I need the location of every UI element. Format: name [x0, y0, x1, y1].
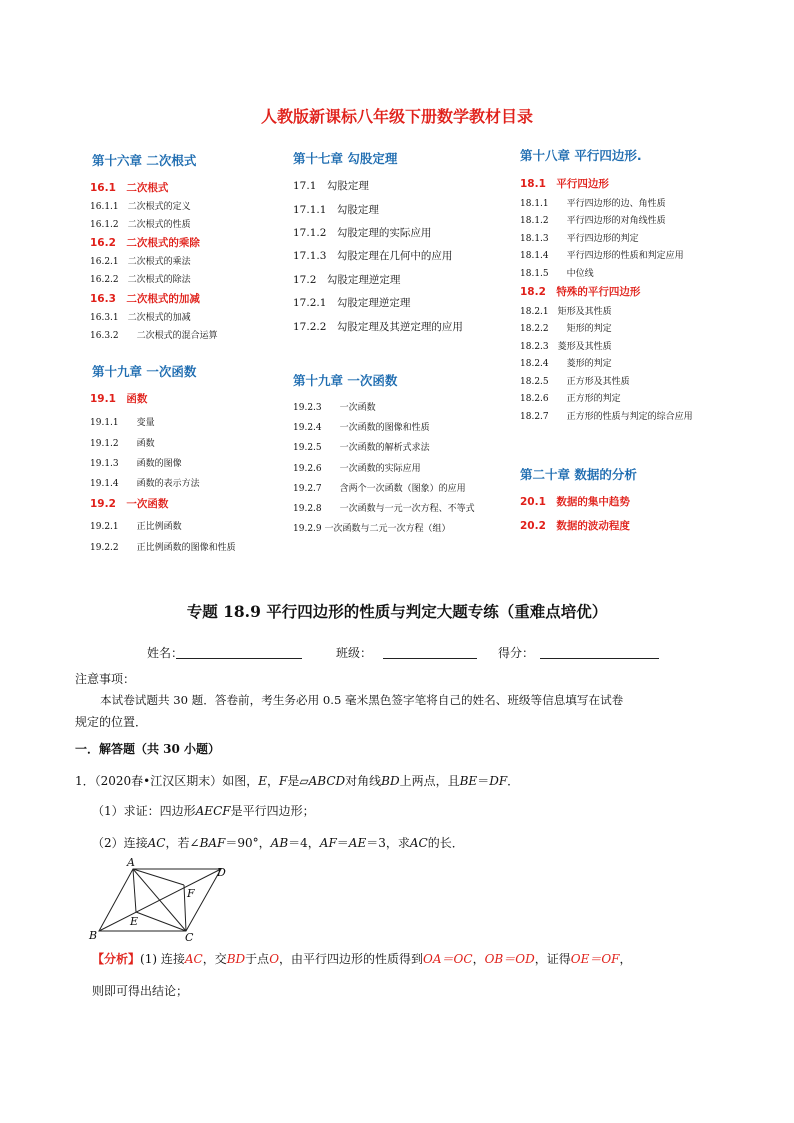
toc-item: 18.1.2 平行四边形的对角线性质	[520, 216, 666, 226]
label-c: C	[185, 931, 194, 944]
section-19-1: 19.1 函数	[90, 393, 148, 405]
toc-item: 19.2.4 一次函数的图像和性质	[293, 423, 430, 433]
toc-item: 19.1.2 函数	[90, 439, 155, 449]
analysis-line-2: 则即可得出结论；	[92, 984, 189, 998]
chapter-19-heading: 第十九章 一次函数	[92, 364, 197, 379]
toc-item: 17.1 勾股定理	[293, 180, 369, 192]
segment-fc	[184, 885, 186, 931]
class-field[interactable]	[383, 658, 477, 659]
chapter-20-heading: 第二十章 数据的分析	[520, 467, 637, 482]
text: ，证得	[534, 952, 571, 966]
toc-item: 19.2.9 一次函数与二元一次方程（组）	[293, 524, 451, 534]
text: ＝	[477, 774, 490, 788]
label-e: E	[130, 915, 139, 928]
section-20-2: 20.2 数据的波动程度	[520, 520, 630, 532]
text: ，	[267, 774, 280, 788]
var: O	[269, 952, 280, 966]
var: BD	[226, 952, 246, 966]
toc-item: 16.2.1 二次根式的乘法	[90, 257, 191, 267]
text: （2）连接	[92, 836, 148, 850]
section-16-1: 16.1 二次根式	[90, 182, 169, 194]
text: ．	[507, 774, 520, 788]
toc-item: 16.1.2 二次根式的性质	[90, 220, 191, 230]
toc-item: 18.1.5 中位线	[520, 269, 594, 279]
notice-line-1: 本试卷试题共 30 题．答卷前，考生务必用 0.5 毫米黑色签字笔将自己的姓名、班级等信息填写在试卷	[100, 693, 624, 707]
var: OA＝OC	[423, 952, 473, 966]
diagonal-ac	[133, 869, 186, 931]
toc-item: 19.2.3 一次函数	[293, 403, 376, 413]
label-a: A	[127, 856, 135, 869]
text: （1）求证：四边形	[92, 804, 196, 818]
section-18-2: 18.2 特殊的平行四边形	[520, 286, 641, 298]
label-b: B	[89, 929, 98, 942]
text: ，若∠	[165, 836, 200, 850]
parallelogram-figure	[85, 855, 245, 945]
text: ＝	[336, 836, 349, 850]
score-label: 得分：	[498, 646, 535, 660]
toc-item: 18.2.4 菱形的判定	[520, 359, 612, 369]
notice-heading: 注意事项：	[75, 672, 136, 686]
toc-item: 18.2.5 正方形及其性质	[520, 377, 630, 387]
class-label: 班级：	[336, 646, 373, 660]
text: ，	[472, 952, 485, 966]
label-f: F	[187, 887, 195, 900]
name-label: 姓名：	[147, 646, 184, 660]
toc-item: 18.1.1 平行四边形的边、角性质	[520, 199, 666, 209]
var: AECF	[195, 804, 231, 818]
section-18-1: 18.1 平行四边形	[520, 178, 609, 190]
toc-item: 16.3.2 二次根式的混合运算	[90, 331, 218, 341]
toc-item: 19.2.2 正比例函数的图像和性质	[90, 543, 236, 553]
toc-item: 19.2.7 含两个一次函数（图象）的应用	[293, 484, 466, 494]
var: BE	[459, 774, 478, 788]
text: ＝90°，	[225, 836, 271, 850]
text: 上两点，且	[399, 774, 460, 788]
toc-item: 19.1.1 变量	[90, 418, 155, 428]
var: BAF	[199, 836, 226, 850]
var: E	[258, 774, 268, 788]
var: DF	[489, 774, 508, 788]
problem-1-stem	[75, 772, 519, 789]
var: ABCD	[308, 774, 346, 788]
toc-item: 19.2.8 一次函数与一元一次方程、不等式	[293, 504, 475, 514]
var: AB	[270, 836, 289, 850]
toc-item: 18.1.3 平行四边形的判定	[520, 234, 639, 244]
toc-item: 18.2.1 矩形及其性质	[520, 307, 612, 317]
text: (1) 连接	[140, 952, 185, 966]
toc-item: 19.1.3 函数的图像	[90, 459, 182, 469]
main-title: 人教版新课标八年级下册数学教材目录	[260, 107, 533, 126]
var: AC	[409, 836, 428, 850]
chapter-16-heading: 第十六章 二次根式	[92, 153, 197, 168]
label-d: D	[217, 866, 226, 879]
section-heading: 一．解答题（共 30 小题）	[75, 742, 221, 756]
analysis-line-1	[92, 950, 632, 967]
text: 1．（2020春•江汉区期末）如图，	[75, 774, 259, 788]
var: AF	[319, 836, 337, 850]
problem-1-question-1	[92, 802, 315, 819]
var: OB＝OD	[484, 952, 535, 966]
toc-item: 17.1.2 勾股定理的实际应用	[293, 227, 432, 239]
section-19-2: 19.2 一次函数	[90, 498, 169, 510]
analysis-tag: 【分析】	[92, 952, 141, 966]
topic-title: 专题 18.9 平行四边形的性质与判定大题专练（重难点培优）	[186, 602, 608, 621]
toc-item: 18.1.4 平行四边形的性质和判定应用	[520, 251, 684, 261]
toc-item: 19.2.6 一次函数的实际应用	[293, 464, 421, 474]
toc-item: 19.1.4 函数的表示方法	[90, 479, 200, 489]
toc-item: 17.1.1 勾股定理	[293, 204, 379, 216]
notice-line-2: 规定的位置．	[75, 715, 148, 729]
var: AC	[184, 952, 203, 966]
chapter-17-heading: 第十七章 勾股定理	[293, 151, 398, 166]
text: ，交	[202, 952, 227, 966]
text: 的长．	[427, 836, 464, 850]
toc-item: 16.2.2 二次根式的除法	[90, 275, 191, 285]
toc-item: 18.2.2 矩形的判定	[520, 324, 612, 334]
section-20-1: 20.1 数据的集中趋势	[520, 496, 630, 508]
toc-item: 19.2.5 一次函数的解析式求法	[293, 443, 430, 453]
toc-item: 16.1.1 二次根式的定义	[90, 202, 191, 212]
var: F	[279, 774, 288, 788]
var: BD	[381, 774, 400, 788]
toc-item: 17.2.2 勾股定理及其逆定理的应用	[293, 321, 463, 333]
text: ，	[619, 952, 632, 966]
text: 是▱	[287, 774, 309, 788]
problem-1-question-2	[92, 834, 464, 851]
section-16-2: 16.2 二次根式的乘除	[90, 237, 200, 249]
text: ＝4，	[288, 836, 320, 850]
var: OE＝OF	[570, 952, 620, 966]
toc-item: 17.1.3 勾股定理在几何中的应用	[293, 250, 453, 262]
name-field[interactable]	[176, 658, 302, 659]
text: ，由平行四边形的性质得到	[279, 952, 424, 966]
chapter-18-heading: 第十八章 平行四边形.	[520, 148, 642, 163]
score-field[interactable]	[540, 658, 659, 659]
var: AE	[348, 836, 367, 850]
toc-item: 18.2.6 正方形的判定	[520, 394, 621, 404]
toc-item: 18.2.7 正方形的性质与判定的综合应用	[520, 412, 693, 422]
section-16-3: 16.3 二次根式的加减	[90, 293, 200, 305]
text: ＝3，求	[366, 836, 410, 850]
chapter-19-heading-continued: 第十九章 一次函数	[293, 373, 398, 388]
toc-item: 17.2.1 勾股定理逆定理	[293, 297, 411, 309]
text: 于点	[245, 952, 270, 966]
text: 对角线	[345, 774, 382, 788]
segment-af	[133, 869, 184, 885]
toc-item: 19.2.1 正比例函数	[90, 522, 182, 532]
var: AC	[147, 836, 166, 850]
toc-item: 18.2.3 菱形及其性质	[520, 342, 612, 352]
toc-item: 16.3.1 二次根式的加减	[90, 313, 191, 323]
toc-item: 17.2 勾股定理逆定理	[293, 274, 401, 286]
segment-ae	[133, 869, 136, 912]
text: 是平行四边形；	[230, 804, 315, 818]
